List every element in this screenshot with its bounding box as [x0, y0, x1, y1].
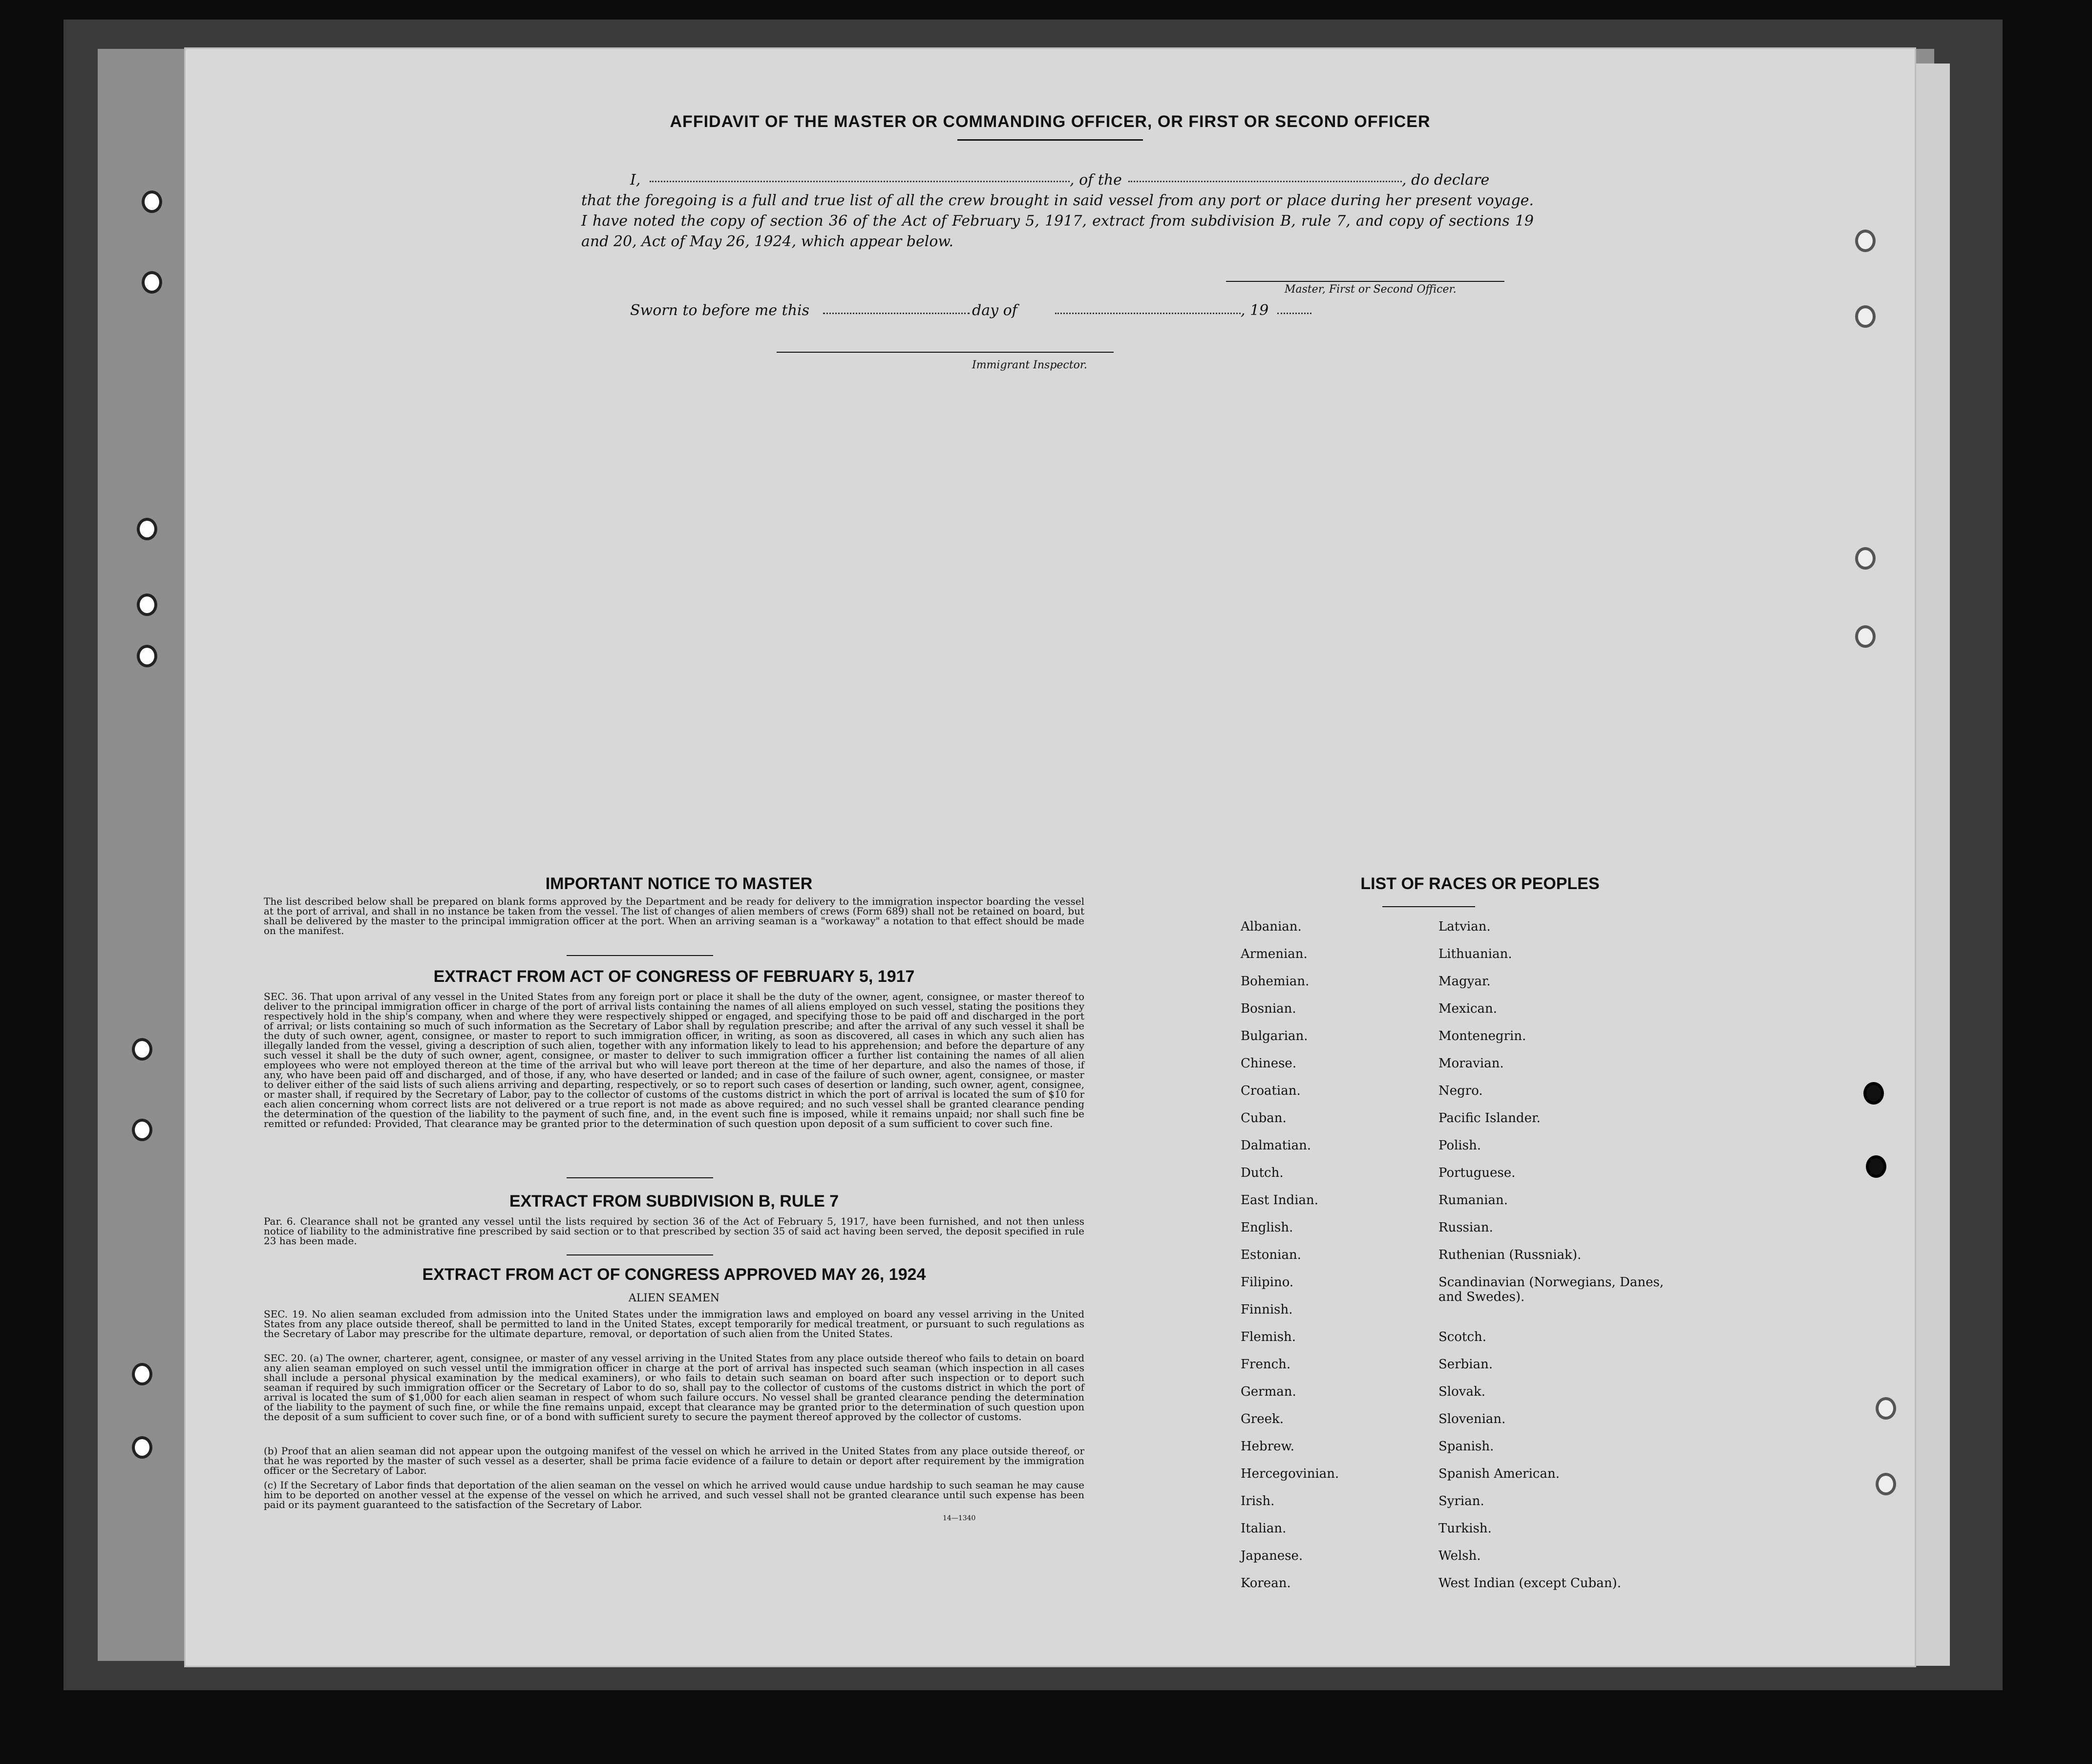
race-item: Russian. [1438, 1220, 1493, 1235]
race-item: Ruthenian (Russniak). [1438, 1248, 1582, 1262]
divider [567, 1254, 713, 1255]
race-item: Bohemian. [1241, 974, 1310, 989]
punch-hole [137, 594, 157, 616]
punch-hole [142, 271, 162, 294]
extract1-title: EXTRACT FROM ACT OF CONGRESS OF FEBRUARY 5, 1917 [433, 967, 915, 986]
affidavit-of-the: , of the [1070, 171, 1122, 189]
race-item: Latvian. [1438, 919, 1491, 934]
divider [567, 955, 713, 956]
race-item: English. [1241, 1220, 1293, 1235]
affidavit-do-declare: , do declare [1402, 171, 1490, 189]
form-number: 14—1340 [943, 1514, 976, 1522]
race-item: Serbian. [1438, 1357, 1493, 1372]
sec20c-text: (c) If the Secretary of Labor finds that deportation of the alien seaman on the vessel on which he arrived would cause undue hardship to such seaman he may cause him to be deported on another vessel at the expense of the vessel on which he arrived, and such vessel shall not be granted clearance until such expense has been paid or its payment guaranteed to the satisfaction of the Secretary of Labor. [264, 1479, 1084, 1510]
extract3-subtitle: ALIEN SEAMEN [628, 1292, 720, 1304]
race-item: Portuguese. [1438, 1166, 1516, 1180]
race-item: Albanian. [1241, 919, 1302, 934]
race-item: Irish. [1241, 1494, 1275, 1509]
year-label: , 19 [1241, 302, 1269, 319]
race-item: Cuban. [1241, 1111, 1287, 1126]
divider [567, 1177, 713, 1178]
name-blank[interactable] [650, 181, 1070, 182]
race-item: Korean. [1241, 1576, 1291, 1591]
race-item: Croatian. [1241, 1084, 1301, 1098]
race-item: Estonian. [1241, 1248, 1301, 1262]
race-item: Scandinavian (Norwegians, Danes, and Swedes). [1438, 1275, 1664, 1304]
race-item: Bulgarian. [1241, 1029, 1308, 1043]
race-item: French. [1241, 1357, 1291, 1372]
day-of-label: day of [972, 302, 1017, 319]
extract2-title: EXTRACT FROM SUBDIVISION B, RULE 7 [509, 1192, 839, 1211]
race-item: East Indian. [1241, 1193, 1319, 1208]
document-page [186, 49, 1915, 1666]
extract3-title: EXTRACT FROM ACT OF CONGRESS APPROVED MAY 26, 1924 [422, 1265, 926, 1284]
punch-hole [1876, 1473, 1896, 1495]
sec20-text: SEC. 20. (a) The owner, charterer, agent, consignee, or master of any vessel arriving in the United States from any place outside thereof who fails to detain on board any alien seaman employed on such vessel until the immigration officer in charge at the port of arrival has inspected such seaman (which inspection in all cases shall include a personal physical examination by the medical examiners), or who fails to detain such seaman on board after such inspection or to deport such seaman if required by such immigration officer or the Secretary of Labor to do so, shall pay to the collector of customs of the customs district in which the port of arrival is located the sum of $1,000 for each alien seaman in respect of whom such failure occurs. No vessel shall be granted clearance pending the determination of the liability to the payment of such fine, or while the fine remains unpaid, except that clearance may be granted prior to the determination of such question upon the deposit of a sum sufficient to cover such fine, or of a bond with sufficient surety to secure the payment thereof approved by the collector of customs. [264, 1352, 1084, 1423]
signature-line[interactable] [1226, 281, 1504, 282]
race-item: Spanish American. [1438, 1466, 1560, 1481]
race-item: Polish. [1438, 1138, 1481, 1153]
extract2-text: Par. 6. Clearance shall not be granted any vessel until the lists required by section 36 of the Act of February 5, 1917, have been furnished, and not then unless notice of liability to the administrative fine prescribed by said section or to that prescribed by section 35 of said act having been served, the deposit specified in rule 23 has been made. [264, 1215, 1084, 1247]
year-blank[interactable] [1277, 313, 1311, 314]
punch-hole [137, 518, 157, 540]
race-item: Slovenian. [1438, 1412, 1506, 1426]
punch-hole [137, 645, 157, 667]
affidavit-body: that the foregoing is a full and true list of all the crew brought in said vessel from any port or place during her present voyage. I have noted the copy of section 36 of the Act of February 5, 1917, extract from subdivision B, rule 7, and copy of sections 19 and 20, Act of May 26, 1924, which appear below. [581, 192, 1534, 250]
title-rule [957, 139, 1143, 141]
sworn-month-blank[interactable] [1055, 313, 1241, 314]
race-item: Magyar. [1438, 974, 1491, 989]
inspector-label: Immigrant Inspector. [972, 359, 1087, 371]
punch-hole [1866, 1155, 1886, 1178]
race-item: Montenegrin. [1438, 1029, 1526, 1043]
signature-label: Master, First or Second Officer. [1285, 283, 1457, 296]
punch-hole [132, 1119, 152, 1141]
punch-hole [1876, 1397, 1896, 1420]
races-right-column [1438, 919, 1673, 1603]
inspector-line[interactable] [777, 352, 1114, 353]
sworn-label: Sworn to before me this [630, 302, 810, 319]
race-item: Japanese. [1241, 1549, 1303, 1563]
race-item: Italian. [1241, 1521, 1287, 1536]
notice-title: IMPORTANT NOTICE TO MASTER [545, 874, 813, 893]
race-item: Armenian. [1241, 947, 1308, 961]
sec20b-text: (b) Proof that an alien seaman did not appear upon the outgoing manifest of the vessel on which he arrived in the United States from any place outside thereof, or that he was reported by the master of such vessel as a deserter, shall be prima facie evidence of a failure to detain or deport after requirement by the immigration officer or the Secretary of Labor. [264, 1445, 1084, 1476]
race-item: Rumanian. [1438, 1193, 1508, 1208]
punch-hole [132, 1436, 152, 1459]
race-item: Lithuanian. [1438, 947, 1512, 961]
punch-hole [1855, 547, 1876, 570]
sec19-text: SEC. 19. No alien seaman excluded from admission into the United States under the immigration laws and employed on board any vessel arriving in the United States from any place outside thereof, shall be permitted to land in the United States, except temporarily for medical treatment, or pursuant to such regulations as the Secretary of Labor may prescribe for the ultimate departure, removal, or deportation of such alien from the United States. [264, 1308, 1084, 1339]
punch-hole [132, 1363, 152, 1385]
race-item: Negro. [1438, 1084, 1483, 1098]
race-item: Syrian. [1438, 1494, 1484, 1509]
punch-hole [142, 191, 162, 213]
race-item: Finnish. [1241, 1302, 1293, 1317]
race-item: Bosnian. [1241, 1001, 1296, 1016]
race-item: Hebrew. [1241, 1439, 1294, 1454]
divider [1382, 906, 1475, 907]
race-item: Turkish. [1438, 1521, 1492, 1536]
race-item: Flemish. [1241, 1330, 1296, 1344]
extract1-text: SEC. 36. That upon arrival of any vessel in the United States from any foreign port or place it shall be the duty of the owner, agent, consignee, or master thereof to deliver to the principal immigration officer in charge of the port of arrival lists containing the names of all aliens employed on such vessel, stating the positions they respectively hold in the ship's company, when and where they were respectively shipped or engaged, and specifying those to be paid off and discharged in the port of arrival; or lists containing so much of such information as the Secretary of Labor shall by regulation prescribe; and after the arrival of any such vessel it shall be the duty of such owner, agent, consignee, or master to report to such immigration officer, in writing, as soon as discovered, all cases in which any such alien has illegally landed from the vessel, giving a description of such alien, together with any information likely to lead to his apprehension; and before the departure of any such vessel it shall be the duty of such owner, agent, consignee, or master to deliver to such immigration officer a further list containing the names of all alien employees who were not employed thereon at the time of the arrival but who will leave port thereon at the time of her departure, and also the names of those, if any, who have been paid off and discharged, and of those, if any, who have deserted or landed; and in case of the failure of such owner, agent, consignee, or master to deliver either of the said lists of such aliens arriving and departing, respectively, or so to report such cases of desertion or landing, such owner, agent, consignee, or master shall, if required by the Secretary of Labor, pay to the collector of customs of the customs district in which the port of arrival is located the sum of $10 for each alien concerning whom correct lists are not delivered or a true report is not made as above required; and no such vessel shall be granted clearance pending the determination of the question of the liability to the payment of such fine, and, in the event such fine is imposed, while it remains unpaid; nor shall such fine be remitted or refunded: Provided, That clearance may be granted prior to the determination of such question upon deposit of a sum sufficient to cover such fine. [264, 991, 1084, 1129]
race-item: Welsh. [1438, 1549, 1481, 1563]
race-item: Slovak. [1438, 1384, 1485, 1399]
affidavit-title: AFFIDAVIT OF THE MASTER OR COMMANDING OFFICER, OR FIRST OR SECOND OFFICER [670, 112, 1431, 131]
race-item: Pacific Islander. [1438, 1111, 1541, 1126]
races-left-column [1241, 919, 1339, 1603]
race-item: Hercegovinian. [1241, 1466, 1339, 1481]
race-item: Dalmatian. [1241, 1138, 1311, 1153]
race-item: Chinese. [1241, 1056, 1297, 1071]
race-item: Mexican. [1438, 1001, 1498, 1016]
punch-hole [1863, 1082, 1884, 1105]
sworn-day-blank[interactable] [823, 313, 970, 314]
race-item: Filipino. [1241, 1275, 1294, 1290]
punch-hole [1855, 625, 1876, 648]
races-title: LIST OF RACES OR PEOPLES [1360, 874, 1600, 893]
race-item: Scotch. [1438, 1330, 1487, 1344]
race-item: Moravian. [1438, 1056, 1504, 1071]
race-item: Spanish. [1438, 1439, 1494, 1454]
race-item: Greek. [1241, 1412, 1284, 1426]
notice-text: The list described below shall be prepared on blank forms approved by the Department and be ready for delivery to the immigration inspector boarding the vessel at the port of arrival, and shall in no instance be taken from the vessel. The list of changes of alien members of crews (Form 689) shall not be retained on board, but shall be delivered by the master to the principal immigration officer at the port. When an arriving seaman is a "workaway" a notation to that effect should be made on the manifest. [264, 895, 1084, 936]
punch-hole [1855, 230, 1876, 252]
vessel-blank[interactable] [1128, 181, 1402, 182]
punch-hole [132, 1038, 152, 1061]
affidavit-i-label: I, [630, 171, 641, 189]
race-item: West Indian (except Cuban). [1438, 1576, 1621, 1591]
race-item: German. [1241, 1384, 1296, 1399]
race-item: Dutch. [1241, 1166, 1284, 1180]
punch-hole [1855, 305, 1876, 328]
